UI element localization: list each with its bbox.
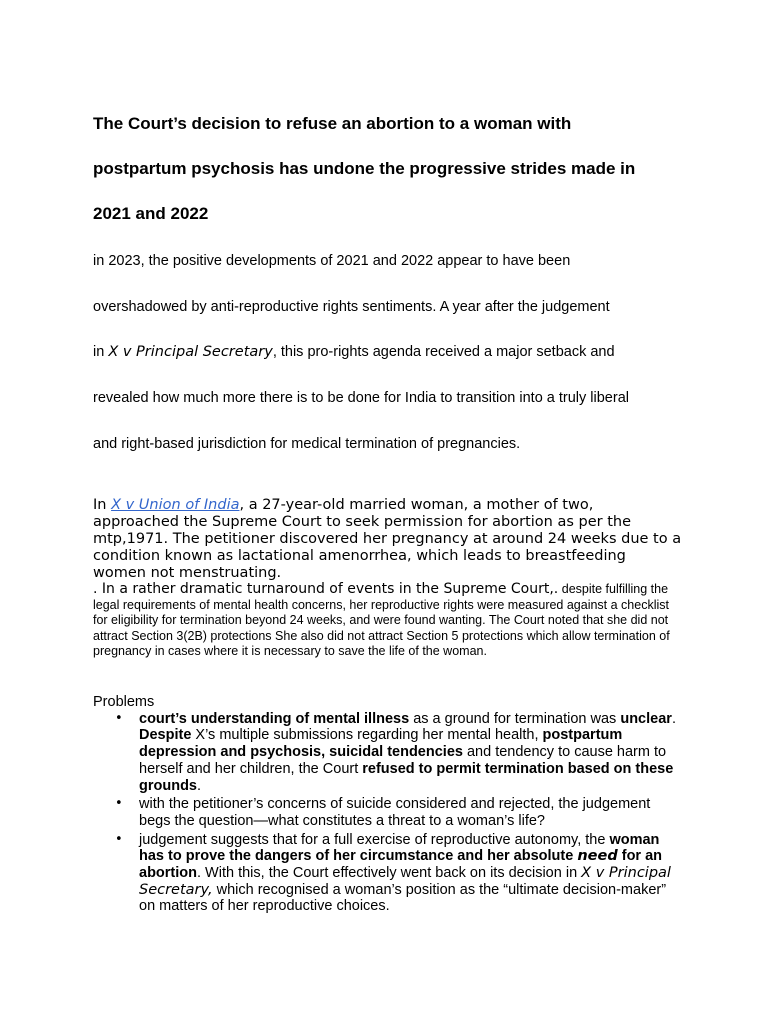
item3-bold-2: for an abortion bbox=[139, 848, 663, 882]
intro-line-4: revealed how much more there is to be done for India to transition into a truly liberal bbox=[93, 390, 629, 406]
list-item bbox=[115, 831, 683, 916]
intro-line-3 bbox=[93, 343, 733, 361]
bullet-icon: • bbox=[115, 831, 123, 847]
case-paragraph bbox=[93, 497, 683, 582]
bullet-icon: • bbox=[115, 796, 123, 812]
case-paragraph-pre: In bbox=[93, 497, 112, 513]
heading-line-1: The Court’s decision to refuse an abortion to a woman with bbox=[93, 114, 572, 133]
case-link-union-of-india[interactable]: X v Union of India bbox=[111, 497, 240, 513]
item1-text-2: . bbox=[671, 710, 676, 727]
bullet-icon: • bbox=[115, 710, 123, 726]
problems-section bbox=[93, 694, 683, 917]
case-name-principal-secretary-2: X v Principal Secretary, bbox=[139, 865, 671, 898]
case-paragraph-body: , a 27-year-old married woman, a mother of two, approached the Supreme Court to seek permission for abortion as per the mtp,1971. The petitioner discovered her pregnancy at around 24 weeks due to a condition known as lactational amenorrhea, which leads to breastfeeding women not menstruating. bbox=[93, 497, 682, 581]
case-name-principal-secretary: X v Principal Secretary bbox=[108, 344, 273, 360]
item3-text-3: which recognised a woman’s position as the “ultimate decision-maker” on matters of her reproductive choices. bbox=[139, 881, 667, 915]
item3-bold-italic-need: need bbox=[577, 848, 618, 865]
list-item bbox=[115, 796, 683, 829]
intro-line-3-pre: in bbox=[93, 344, 109, 360]
turnaround-lead: . In a rather dramatic turnaround of events in the Supreme Court,. bbox=[93, 581, 559, 597]
item1-text-5: . bbox=[197, 777, 202, 794]
intro-line-3-post: , this pro-rights agenda received a major setback and bbox=[272, 344, 615, 360]
heading-line-3: 2021 and 2022 bbox=[93, 204, 209, 223]
item1-text-3: X’s multiple submissions regarding her mental health, bbox=[191, 727, 543, 744]
item1-bold-5: refused to permit termination based on these grounds bbox=[139, 760, 674, 794]
item3-text-2: . With this, the Court effectively went back on its decision in bbox=[197, 865, 582, 882]
turnaround-body: despite fulfilling the legal requirements of mental health concerns, her reproductive rights were measured against a checklist for eligibility for termination beyond 24 weeks, and were found wanting. The Court noted that she did not attract Section 3(2B) protections She also did not attract Section 5 protections which allow termination of pregnancy in cases where it is necessary to save the life of the woman. bbox=[93, 582, 670, 658]
item3-text-1: judgement suggests that for a full exercise of reproductive autonomy, the bbox=[139, 831, 610, 848]
item1-bold-1: court’s understanding of mental illness bbox=[139, 710, 410, 727]
intro-line-2: overshadowed by anti-reproductive rights sentiments. A year after the judgement bbox=[93, 299, 610, 315]
item1-bold-3: Despite bbox=[139, 727, 192, 744]
item3-bold-1: woman has to prove the dangers of her circumstance and her absolute bbox=[139, 831, 660, 865]
list-item bbox=[115, 710, 683, 795]
turnaround-paragraph bbox=[93, 582, 683, 660]
problems-heading: Problems bbox=[93, 694, 155, 710]
item1-bold-4: postpartum depression and psychosis, suicidal tendencies bbox=[139, 727, 623, 761]
item1-text-1: as a ground for termination was bbox=[409, 710, 621, 727]
intro-line-5: and right-based jurisdiction for medical termination of pregnancies. bbox=[93, 436, 521, 452]
intro-line-1: in 2023, the positive developments of 2021 and 2022 appear to have been bbox=[93, 253, 571, 269]
item2-text: with the petitioner’s concerns of suicide considered and rejected, the judgement begs the question—what constitutes a threat to a woman’s life? bbox=[139, 796, 651, 829]
item1-text-4: and tendency to cause harm to herself and her children, the Court bbox=[139, 744, 667, 777]
item1-bold-2: unclear bbox=[620, 710, 672, 727]
heading-line-2: postpartum psychosis has undone the progressive strides made in bbox=[93, 159, 636, 178]
problems-list bbox=[93, 711, 683, 915]
